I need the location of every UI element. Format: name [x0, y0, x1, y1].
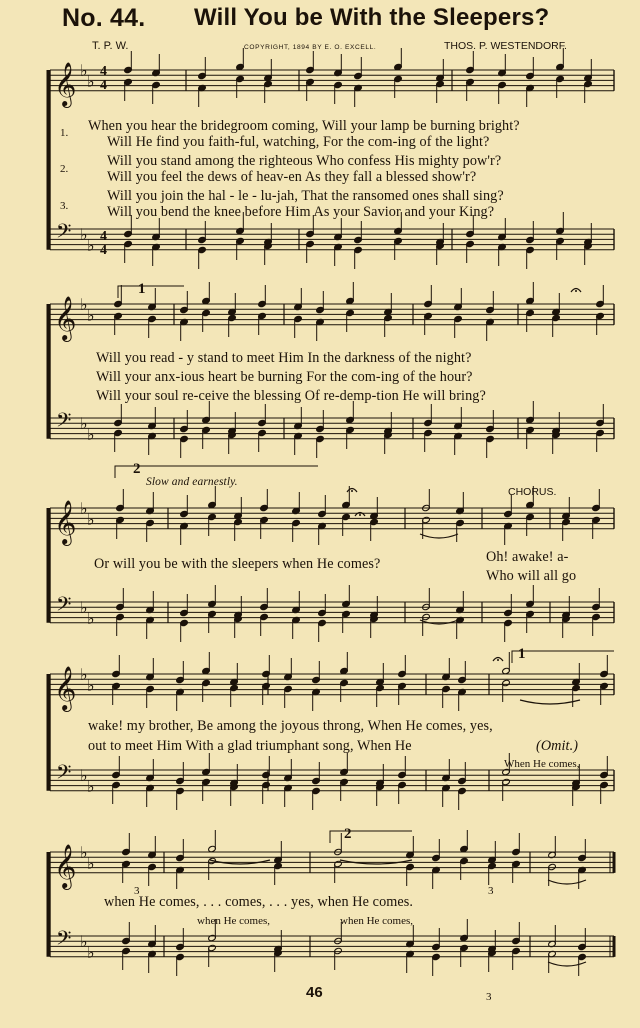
bass-clef: 𝄢: [56, 762, 72, 789]
fermata-dot: [497, 659, 499, 661]
omit-marking: (Omit.): [536, 738, 579, 754]
hymn-title: Will You be With the Sleepers?: [194, 4, 550, 31]
hymn-number: No. 44.: [62, 4, 146, 32]
stanza-2-line-2: Will you feel the dews of heav-en As they fall a blessed show'r?: [107, 169, 477, 185]
stanza-number: 1.: [60, 127, 69, 139]
flat-sign: ♭: [87, 238, 95, 255]
system2-line-1: Will you read - y stand to meet Him In the darkness of the night?: [96, 350, 472, 366]
author-credit: T. P. W.: [92, 40, 129, 52]
bass-cue: when He comes,: [197, 915, 271, 927]
volta-bracket-1: [118, 286, 184, 298]
bass-clef: 𝄢: [56, 594, 72, 621]
flat-sign: ♭: [87, 678, 95, 695]
tie: [420, 620, 458, 624]
volta-number: 1: [138, 281, 146, 297]
stanza-number: 2.: [60, 163, 69, 175]
system2-line-3: Will your soul re-ceive the blessing Of re-demp-tion He will bring?: [96, 388, 486, 404]
time-signature-bottom-bass: 4: [100, 243, 108, 258]
flat-sign: ♭: [80, 934, 88, 951]
bass-clef: 𝄢: [56, 928, 72, 955]
treble-clef: 𝄞: [54, 63, 77, 106]
flat-sign: ♭: [80, 845, 88, 862]
chorus-line-1: Oh! awake! a-: [486, 549, 569, 565]
triplet-number: 3: [486, 991, 492, 1003]
composer-credit: THOS. P. WESTENDORF.: [444, 40, 567, 52]
time-signature-top-treble: 4: [100, 64, 108, 79]
copyright-notice: COPYRIGHT, 1894 BY E. O. EXCELL.: [244, 44, 377, 51]
flat-sign: ♭: [87, 427, 95, 444]
stanza-3-line-2: Will you bend the knee before Him As your Savior and your King?: [107, 204, 495, 220]
system4-line-2: out to meet Him With a glad triumphant song, When He: [88, 738, 412, 754]
volta-bracket-1: [512, 651, 614, 663]
flat-sign: ♭: [80, 416, 88, 433]
triplet-number: 3: [488, 885, 494, 897]
time-signature-top-bass: 4: [100, 229, 108, 244]
flat-sign: ♭: [87, 308, 95, 325]
stanza-2-line-1: Will you stand among the righteous Who confess His mighty pow'r?: [107, 153, 502, 169]
flat-sign: ♭: [87, 856, 95, 873]
tie: [548, 880, 586, 884]
tempo-marking: Slow and earnestly.: [146, 476, 238, 488]
volta-number: 2: [344, 826, 352, 842]
system2-line-2: Will your anx-ious heart be burning For the com-ing of the hour?: [96, 369, 473, 385]
flat-sign: ♭: [80, 297, 88, 314]
page-number: 46: [306, 984, 323, 1001]
bass-clef: 𝄢: [56, 221, 72, 248]
treble-clef: 𝄞: [54, 667, 77, 710]
flat-sign: ♭: [80, 227, 88, 244]
bass-clef: 𝄢: [56, 410, 72, 437]
volta-bracket-2: [330, 831, 412, 843]
chorus-label: CHORUS.: [508, 486, 557, 498]
flat-sign: ♭: [80, 768, 88, 785]
volta-number: 1: [518, 646, 526, 662]
stanza-3-line-1: Will you join the hal - le - lu-jah, That the ransomed ones shall sing?: [107, 188, 504, 204]
tie: [420, 534, 458, 538]
treble-clef: 𝄞: [54, 501, 77, 544]
flat-sign: ♭: [87, 74, 95, 91]
fermata-dot: [351, 490, 353, 492]
flat-sign: ♭: [87, 779, 95, 796]
tie: [548, 962, 586, 966]
fermata-dot: [575, 290, 577, 292]
flat-sign: ♭: [80, 667, 88, 684]
flat-sign: ♭: [87, 611, 95, 628]
flat-sign: ♭: [87, 512, 95, 529]
system5-line: when He comes, . . . comes, . . . yes, when He comes.: [104, 894, 414, 910]
flat-sign: ♭: [87, 945, 95, 962]
time-signature-bottom-treble: 4: [100, 78, 108, 93]
bass-cue: when He comes,: [340, 915, 414, 927]
tie: [520, 700, 580, 704]
triplet-number: 3: [134, 885, 140, 897]
stanza-1-line-1: When you hear the bridegroom coming, Will your lamp be burning bright?: [88, 118, 520, 134]
treble-clef: 𝄞: [54, 297, 77, 340]
chorus-line-2: Who will all go: [486, 568, 577, 584]
treble-clef: 𝄞: [54, 845, 77, 888]
flat-sign: ♭: [80, 63, 88, 80]
flat-sign: ♭: [80, 501, 88, 518]
fermata-dot: [359, 514, 361, 516]
system3-line: Or will you be with the sleepers when He comes?: [94, 556, 381, 572]
stanza-1-line-2: Will He find you faith-ful, watching, For the com-ing of the light?: [107, 134, 490, 150]
volta-number: 2: [133, 461, 141, 477]
stanza-number: 3.: [60, 200, 69, 212]
system4-line-1: wake! my brother, Be among the joyous throng, When He comes, yes,: [88, 718, 493, 734]
bass-cue: When He comes,: [504, 758, 580, 770]
flat-sign: ♭: [80, 600, 88, 617]
